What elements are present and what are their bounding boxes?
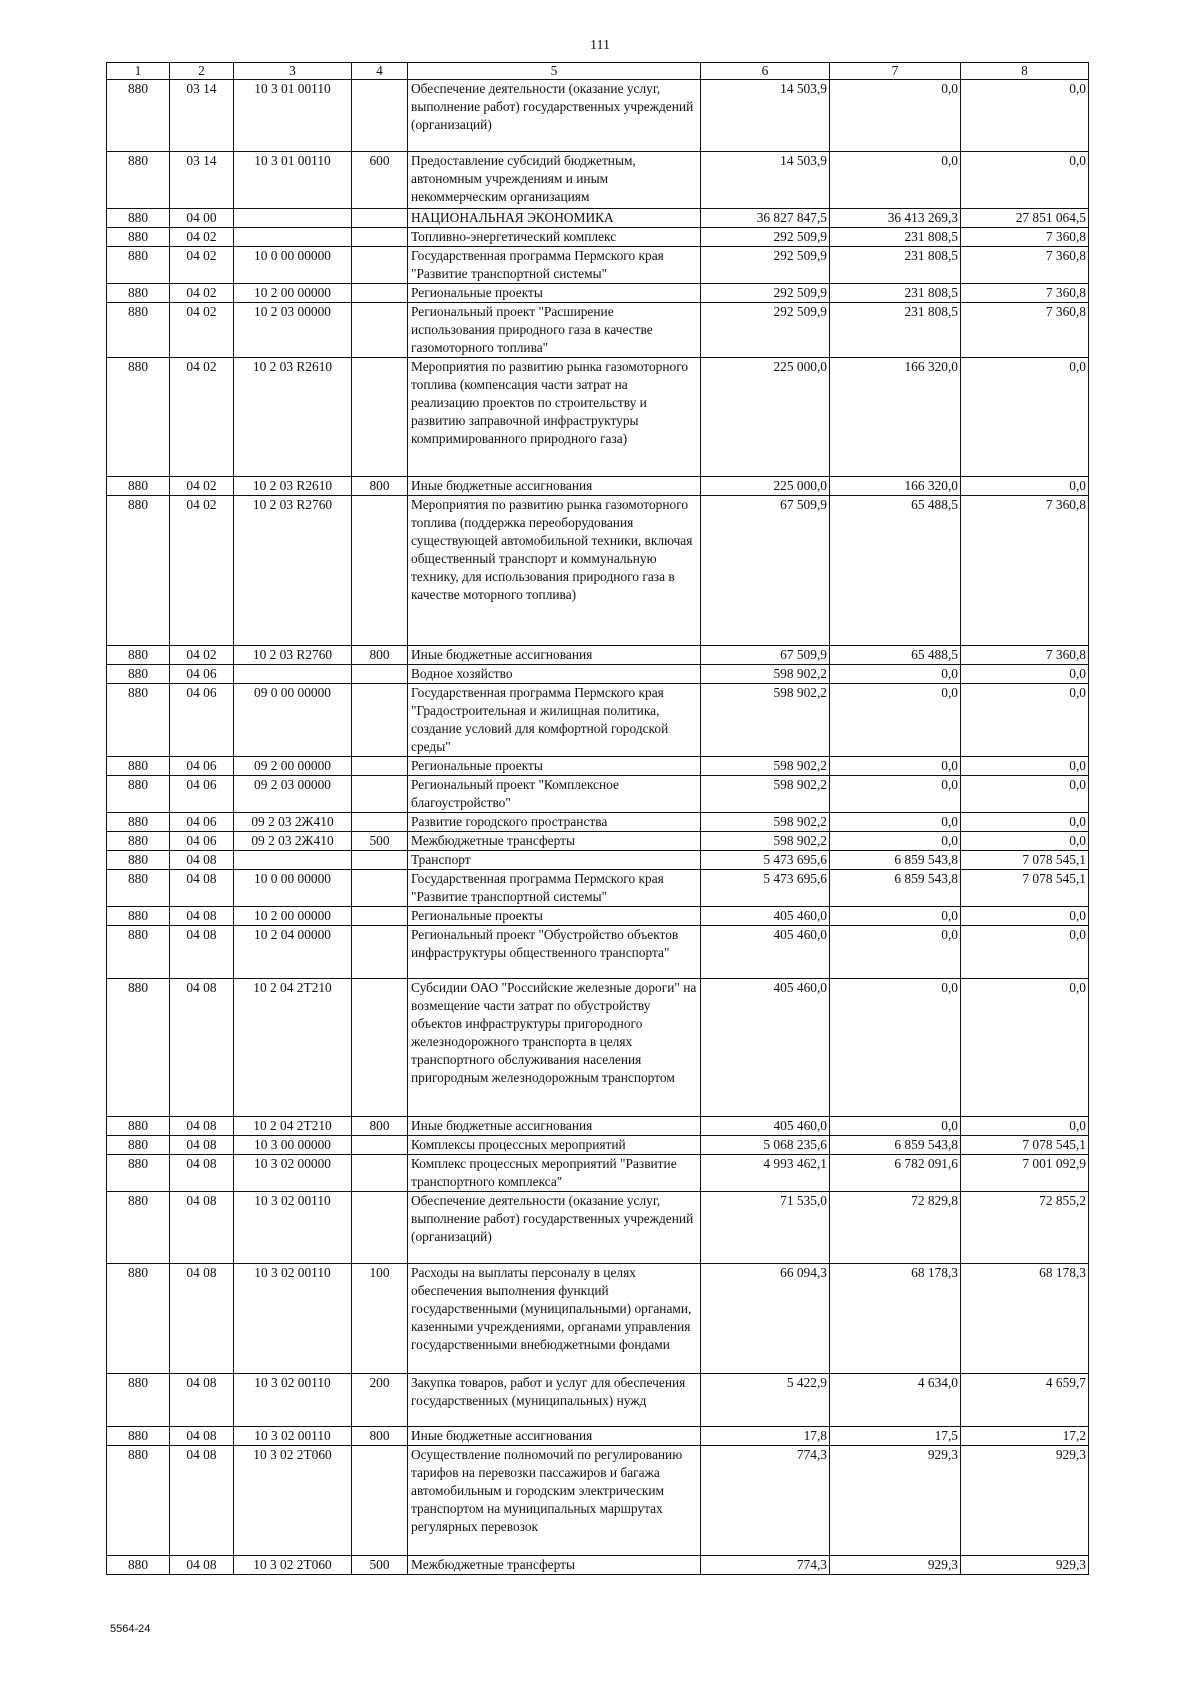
cell-department: 880 [107, 757, 170, 776]
cell-department: 880 [107, 477, 170, 496]
cell-amount-8: 0,0 [961, 477, 1089, 496]
cell-expense-type: 500 [352, 832, 408, 851]
cell-name: Государственная программа Пермского края "Развитие транспортной системы" [408, 247, 701, 284]
cell-section: 04 08 [170, 979, 234, 1117]
table-row [107, 1427, 1089, 1446]
cell-amount-8: 7 360,8 [961, 303, 1089, 358]
cell-amount-8: 27 851 064,5 [961, 209, 1089, 228]
cell-amount-7: 0,0 [830, 80, 961, 152]
cell-section: 04 02 [170, 228, 234, 247]
cell-department: 880 [107, 247, 170, 284]
cell-amount-8: 17,2 [961, 1427, 1089, 1446]
cell-target-article [234, 665, 352, 684]
cell-name: Региональный проект "Комплексное благоустройство" [408, 776, 701, 813]
header-row [107, 63, 1089, 80]
cell-department: 880 [107, 1446, 170, 1556]
cell-amount-8: 7 360,8 [961, 228, 1089, 247]
cell-expense-type [352, 907, 408, 926]
cell-expense-type: 800 [352, 1427, 408, 1446]
cell-name: Иные бюджетные ассигнования [408, 646, 701, 665]
cell-target-article: 10 3 02 00110 [234, 1427, 352, 1446]
table-row [107, 1117, 1089, 1136]
cell-section: 04 02 [170, 496, 234, 646]
cell-name: Межбюджетные трансферты [408, 1556, 701, 1575]
cell-expense-type: 800 [352, 477, 408, 496]
cell-section: 04 06 [170, 684, 234, 757]
cell-department: 880 [107, 684, 170, 757]
cell-expense-type [352, 926, 408, 979]
cell-target-article: 10 2 03 R2760 [234, 496, 352, 646]
cell-amount-6: 598 902,2 [701, 684, 830, 757]
cell-amount-8: 0,0 [961, 926, 1089, 979]
cell-department: 880 [107, 646, 170, 665]
cell-section: 04 06 [170, 757, 234, 776]
cell-expense-type [352, 358, 408, 477]
cell-amount-8: 7 078 545,1 [961, 870, 1089, 907]
cell-expense-type: 100 [352, 1264, 408, 1374]
table-row [107, 1136, 1089, 1155]
cell-target-article: 10 3 01 00110 [234, 152, 352, 209]
cell-department: 880 [107, 80, 170, 152]
table-row [107, 1556, 1089, 1575]
cell-name: Топливно-энергетический комплекс [408, 228, 701, 247]
cell-section: 04 08 [170, 1117, 234, 1136]
cell-name: Региональные проекты [408, 284, 701, 303]
cell-amount-7: 0,0 [830, 757, 961, 776]
cell-target-article: 10 3 02 2T060 [234, 1446, 352, 1556]
table-row [107, 979, 1089, 1117]
cell-amount-6: 405 460,0 [701, 979, 830, 1117]
cell-amount-7: 0,0 [830, 832, 961, 851]
cell-target-article: 10 3 02 00000 [234, 1155, 352, 1192]
cell-target-article: 10 3 01 00110 [234, 80, 352, 152]
cell-amount-6: 14 503,9 [701, 80, 830, 152]
cell-target-article: 10 3 02 00110 [234, 1192, 352, 1264]
table-row [107, 1192, 1089, 1264]
cell-name: Государственная программа Пермского края "Градостроительная и жилищная политика, создание условий для комфортной городской среды" [408, 684, 701, 757]
cell-section: 04 08 [170, 1427, 234, 1446]
cell-section: 04 08 [170, 851, 234, 870]
cell-expense-type [352, 80, 408, 152]
cell-target-article: 10 2 04 2T210 [234, 1117, 352, 1136]
cell-expense-type [352, 1192, 408, 1264]
cell-amount-6: 5 068 235,6 [701, 1136, 830, 1155]
cell-amount-7: 231 808,5 [830, 284, 961, 303]
cell-target-article [234, 209, 352, 228]
cell-name: Иные бюджетные ассигнования [408, 477, 701, 496]
cell-section: 04 06 [170, 665, 234, 684]
table-row [107, 496, 1089, 646]
cell-amount-8: 7 360,8 [961, 646, 1089, 665]
cell-expense-type [352, 1155, 408, 1192]
cell-amount-6: 598 902,2 [701, 776, 830, 813]
cell-name: Иные бюджетные ассигнования [408, 1427, 701, 1446]
table-row [107, 1374, 1089, 1427]
cell-amount-8: 0,0 [961, 684, 1089, 757]
table-row [107, 1264, 1089, 1374]
header-col-7: 7 [830, 63, 961, 80]
cell-department: 880 [107, 1136, 170, 1155]
cell-department: 880 [107, 209, 170, 228]
cell-name: Региональные проекты [408, 907, 701, 926]
table-row [107, 477, 1089, 496]
header-col-2: 2 [170, 63, 234, 80]
cell-name: Государственная программа Пермского края "Развитие транспортной системы" [408, 870, 701, 907]
cell-amount-7: 0,0 [830, 979, 961, 1117]
cell-section: 04 08 [170, 1136, 234, 1155]
cell-expense-type [352, 776, 408, 813]
cell-amount-6: 5 473 695,6 [701, 870, 830, 907]
cell-section: 04 08 [170, 1374, 234, 1427]
cell-expense-type [352, 665, 408, 684]
cell-department: 880 [107, 496, 170, 646]
cell-expense-type: 500 [352, 1556, 408, 1575]
cell-department: 880 [107, 907, 170, 926]
cell-section: 03 14 [170, 152, 234, 209]
cell-department: 880 [107, 228, 170, 247]
cell-target-article: 10 2 03 R2610 [234, 358, 352, 477]
cell-section: 03 14 [170, 80, 234, 152]
cell-amount-8: 72 855,2 [961, 1192, 1089, 1264]
cell-expense-type [352, 496, 408, 646]
cell-expense-type [352, 228, 408, 247]
cell-target-article: 10 3 02 00110 [234, 1374, 352, 1427]
cell-amount-6: 405 460,0 [701, 1117, 830, 1136]
cell-target-article: 10 3 00 00000 [234, 1136, 352, 1155]
cell-target-article: 10 0 00 00000 [234, 870, 352, 907]
cell-amount-8: 929,3 [961, 1556, 1089, 1575]
cell-expense-type: 600 [352, 152, 408, 209]
cell-amount-7: 6 782 091,6 [830, 1155, 961, 1192]
cell-target-article: 10 3 02 2T060 [234, 1556, 352, 1575]
cell-section: 04 02 [170, 284, 234, 303]
cell-name: Водное хозяйство [408, 665, 701, 684]
cell-section: 04 06 [170, 832, 234, 851]
cell-expense-type [352, 209, 408, 228]
cell-amount-8: 0,0 [961, 665, 1089, 684]
cell-amount-6: 292 509,9 [701, 228, 830, 247]
cell-name: НАЦИОНАЛЬНАЯ ЭКОНОМИКА [408, 209, 701, 228]
cell-amount-6: 5 422,9 [701, 1374, 830, 1427]
cell-department: 880 [107, 870, 170, 907]
cell-expense-type [352, 284, 408, 303]
cell-section: 04 02 [170, 477, 234, 496]
cell-amount-7: 0,0 [830, 926, 961, 979]
cell-department: 880 [107, 1427, 170, 1446]
cell-name: Комплексы процессных мероприятий [408, 1136, 701, 1155]
cell-department: 880 [107, 926, 170, 979]
cell-expense-type [352, 979, 408, 1117]
cell-target-article [234, 228, 352, 247]
cell-target-article: 10 3 02 00110 [234, 1264, 352, 1374]
table-row [107, 832, 1089, 851]
table-body [107, 80, 1089, 1575]
cell-amount-8: 0,0 [961, 832, 1089, 851]
cell-expense-type: 800 [352, 1117, 408, 1136]
cell-expense-type [352, 303, 408, 358]
cell-name: Осуществление полномочий по регулированию тарифов на перевозки пассажиров и багажа автомобильным и городским электрическим транспортом на муниципальных маршрутах регулярных перевозок [408, 1446, 701, 1556]
cell-amount-6: 36 827 847,5 [701, 209, 830, 228]
cell-department: 880 [107, 979, 170, 1117]
cell-department: 880 [107, 813, 170, 832]
cell-department: 880 [107, 776, 170, 813]
cell-section: 04 02 [170, 646, 234, 665]
cell-amount-6: 598 902,2 [701, 757, 830, 776]
cell-amount-7: 0,0 [830, 1117, 961, 1136]
cell-amount-6: 774,3 [701, 1446, 830, 1556]
cell-amount-6: 4 993 462,1 [701, 1155, 830, 1192]
cell-amount-6: 67 509,9 [701, 496, 830, 646]
header-col-6: 6 [701, 63, 830, 80]
cell-name: Региональный проект "Расширение использования природного газа в качестве газомоторного топлива" [408, 303, 701, 358]
cell-expense-type [352, 1446, 408, 1556]
cell-target-article: 09 2 03 2Ж410 [234, 813, 352, 832]
cell-department: 880 [107, 1117, 170, 1136]
cell-section: 04 00 [170, 209, 234, 228]
table-row [107, 358, 1089, 477]
cell-department: 880 [107, 851, 170, 870]
cell-amount-7: 231 808,5 [830, 228, 961, 247]
cell-section: 04 02 [170, 247, 234, 284]
cell-amount-7: 36 413 269,3 [830, 209, 961, 228]
table-row [107, 1446, 1089, 1556]
cell-amount-8: 0,0 [961, 80, 1089, 152]
table-row [107, 152, 1089, 209]
cell-amount-7: 17,5 [830, 1427, 961, 1446]
cell-target-article: 10 2 04 2T210 [234, 979, 352, 1117]
table-row [107, 813, 1089, 832]
cell-amount-7: 929,3 [830, 1446, 961, 1556]
cell-amount-6: 598 902,2 [701, 813, 830, 832]
cell-expense-type [352, 851, 408, 870]
cell-amount-8: 0,0 [961, 358, 1089, 477]
table-row [107, 284, 1089, 303]
cell-amount-6: 66 094,3 [701, 1264, 830, 1374]
cell-amount-7: 0,0 [830, 665, 961, 684]
cell-department: 880 [107, 1192, 170, 1264]
cell-name: Транспорт [408, 851, 701, 870]
cell-amount-7: 0,0 [830, 776, 961, 813]
cell-name: Региональные проекты [408, 757, 701, 776]
table-row [107, 80, 1089, 152]
header-col-8: 8 [961, 63, 1089, 80]
cell-expense-type [352, 757, 408, 776]
table-row [107, 907, 1089, 926]
cell-amount-8: 7 078 545,1 [961, 1136, 1089, 1155]
cell-amount-7: 0,0 [830, 907, 961, 926]
cell-amount-7: 68 178,3 [830, 1264, 961, 1374]
table-row [107, 776, 1089, 813]
table-row [107, 303, 1089, 358]
table-row [107, 665, 1089, 684]
cell-amount-6: 405 460,0 [701, 907, 830, 926]
cell-target-article: 09 2 03 00000 [234, 776, 352, 813]
header-col-3: 3 [234, 63, 352, 80]
cell-expense-type: 800 [352, 646, 408, 665]
cell-name: Расходы на выплаты персоналу в целях обеспечения выполнения функций государственными (муниципальными) органами, казенными учреждениями, органами управления государственными внебюджетными фондами [408, 1264, 701, 1374]
cell-name: Мероприятия по развитию рынка газомоторного топлива (компенсация части затрат на реализацию проектов по строительству и развитию заправочной инфраструктуры компримированного природного газа) [408, 358, 701, 477]
cell-amount-7: 6 859 543,8 [830, 1136, 961, 1155]
cell-target-article: 10 2 03 00000 [234, 303, 352, 358]
table-row [107, 228, 1089, 247]
cell-amount-7: 231 808,5 [830, 303, 961, 358]
cell-target-article: 10 2 00 00000 [234, 284, 352, 303]
cell-section: 04 02 [170, 303, 234, 358]
cell-amount-8: 7 078 545,1 [961, 851, 1089, 870]
header-col-1: 1 [107, 63, 170, 80]
cell-amount-7: 72 829,8 [830, 1192, 961, 1264]
cell-amount-6: 292 509,9 [701, 303, 830, 358]
cell-amount-8: 7 360,8 [961, 284, 1089, 303]
cell-expense-type [352, 1136, 408, 1155]
page-number: 111 [590, 38, 610, 53]
table-row [107, 209, 1089, 228]
cell-department: 880 [107, 358, 170, 477]
cell-expense-type [352, 247, 408, 284]
cell-department: 880 [107, 1264, 170, 1374]
cell-section: 04 06 [170, 813, 234, 832]
cell-expense-type: 200 [352, 1374, 408, 1427]
cell-amount-7: 4 634,0 [830, 1374, 961, 1427]
cell-name: Иные бюджетные ассигнования [408, 1117, 701, 1136]
cell-amount-8: 0,0 [961, 907, 1089, 926]
cell-target-article [234, 851, 352, 870]
cell-amount-8: 0,0 [961, 813, 1089, 832]
cell-amount-7: 0,0 [830, 813, 961, 832]
cell-name: Обеспечение деятельности (оказание услуг, выполнение работ) государственных учреждений (организаций) [408, 80, 701, 152]
cell-name: Комплекс процессных мероприятий "Развитие транспортного комплекса" [408, 1155, 701, 1192]
cell-department: 880 [107, 665, 170, 684]
cell-name: Обеспечение деятельности (оказание услуг, выполнение работ) государственных учреждений (организаций) [408, 1192, 701, 1264]
cell-amount-7: 0,0 [830, 684, 961, 757]
cell-amount-7: 166 320,0 [830, 477, 961, 496]
cell-target-article: 09 2 03 2Ж410 [234, 832, 352, 851]
cell-amount-8: 0,0 [961, 1117, 1089, 1136]
cell-amount-7: 65 488,5 [830, 496, 961, 646]
cell-amount-7: 6 859 543,8 [830, 870, 961, 907]
cell-target-article: 10 2 00 00000 [234, 907, 352, 926]
table-row [107, 646, 1089, 665]
cell-amount-6: 5 473 695,6 [701, 851, 830, 870]
cell-amount-6: 598 902,2 [701, 665, 830, 684]
cell-amount-8: 0,0 [961, 979, 1089, 1117]
cell-amount-8: 929,3 [961, 1446, 1089, 1556]
cell-amount-8: 0,0 [961, 757, 1089, 776]
cell-amount-6: 14 503,9 [701, 152, 830, 209]
table-row [107, 926, 1089, 979]
cell-department: 880 [107, 1374, 170, 1427]
cell-amount-7: 6 859 543,8 [830, 851, 961, 870]
cell-department: 880 [107, 284, 170, 303]
cell-section: 04 08 [170, 1264, 234, 1374]
cell-section: 04 08 [170, 870, 234, 907]
cell-name: Мероприятия по развитию рынка газомоторного топлива (поддержка переоборудования существующей автомобильной техники, включая общественный транспорт и коммунальную технику, для использования природного газа в качестве моторного топлива) [408, 496, 701, 646]
cell-amount-7: 65 488,5 [830, 646, 961, 665]
header-col-5: 5 [408, 63, 701, 80]
cell-amount-6: 225 000,0 [701, 358, 830, 477]
cell-amount-6: 17,8 [701, 1427, 830, 1446]
cell-section: 04 02 [170, 358, 234, 477]
cell-name: Закупка товаров, работ и услуг для обеспечения государственных (муниципальных) нужд [408, 1374, 701, 1427]
cell-target-article: 09 2 00 00000 [234, 757, 352, 776]
cell-department: 880 [107, 152, 170, 209]
cell-amount-6: 67 509,9 [701, 646, 830, 665]
cell-department: 880 [107, 303, 170, 358]
cell-amount-6: 292 509,9 [701, 247, 830, 284]
cell-department: 880 [107, 832, 170, 851]
cell-amount-6: 71 535,0 [701, 1192, 830, 1264]
cell-amount-7: 231 808,5 [830, 247, 961, 284]
cell-amount-7: 166 320,0 [830, 358, 961, 477]
cell-target-article: 09 0 00 00000 [234, 684, 352, 757]
cell-expense-type [352, 870, 408, 907]
cell-target-article: 10 2 03 R2610 [234, 477, 352, 496]
cell-section: 04 08 [170, 1155, 234, 1192]
cell-amount-8: 0,0 [961, 152, 1089, 209]
cell-expense-type [352, 684, 408, 757]
table-row [107, 684, 1089, 757]
cell-section: 04 08 [170, 1192, 234, 1264]
header-col-4: 4 [352, 63, 408, 80]
cell-amount-8: 4 659,7 [961, 1374, 1089, 1427]
cell-amount-6: 225 000,0 [701, 477, 830, 496]
cell-amount-7: 0,0 [830, 152, 961, 209]
cell-section: 04 08 [170, 907, 234, 926]
cell-section: 04 06 [170, 776, 234, 813]
cell-section: 04 08 [170, 1446, 234, 1556]
cell-amount-8: 7 360,8 [961, 247, 1089, 284]
cell-target-article: 10 2 03 R2760 [234, 646, 352, 665]
table-row [107, 757, 1089, 776]
table-row [107, 870, 1089, 907]
cell-amount-6: 405 460,0 [701, 926, 830, 979]
cell-amount-8: 7 001 092,9 [961, 1155, 1089, 1192]
cell-department: 880 [107, 1155, 170, 1192]
cell-amount-6: 774,3 [701, 1556, 830, 1575]
cell-name: Субсидии ОАО "Российские железные дороги" на возмещение части затрат по обустройству объектов инфраструктуры пригородного железнодорожного транспорта в целях транспортного обслуживания населения пригородным железнодорожным транспортом [408, 979, 701, 1117]
cell-amount-8: 68 178,3 [961, 1264, 1089, 1374]
cell-target-article: 10 2 04 00000 [234, 926, 352, 979]
table-row [107, 1155, 1089, 1192]
cell-section: 04 08 [170, 1556, 234, 1575]
cell-name: Развитие городского пространства [408, 813, 701, 832]
cell-expense-type [352, 813, 408, 832]
cell-target-article: 10 0 00 00000 [234, 247, 352, 284]
cell-name: Межбюджетные трансферты [408, 832, 701, 851]
budget-table [106, 62, 1089, 1575]
cell-name: Предоставление субсидий бюджетным, автономным учреждениям и иным некоммерческим организациям [408, 152, 701, 209]
table-row [107, 247, 1089, 284]
table-row [107, 851, 1089, 870]
cell-section: 04 08 [170, 926, 234, 979]
document-code: 5564-24 [110, 1623, 151, 1635]
cell-department: 880 [107, 1556, 170, 1575]
cell-amount-8: 7 360,8 [961, 496, 1089, 646]
cell-amount-8: 0,0 [961, 776, 1089, 813]
cell-name: Региональный проект "Обустройство объектов инфраструктуры общественного транспорта" [408, 926, 701, 979]
cell-amount-6: 598 902,2 [701, 832, 830, 851]
cell-amount-7: 929,3 [830, 1556, 961, 1575]
cell-amount-6: 292 509,9 [701, 284, 830, 303]
